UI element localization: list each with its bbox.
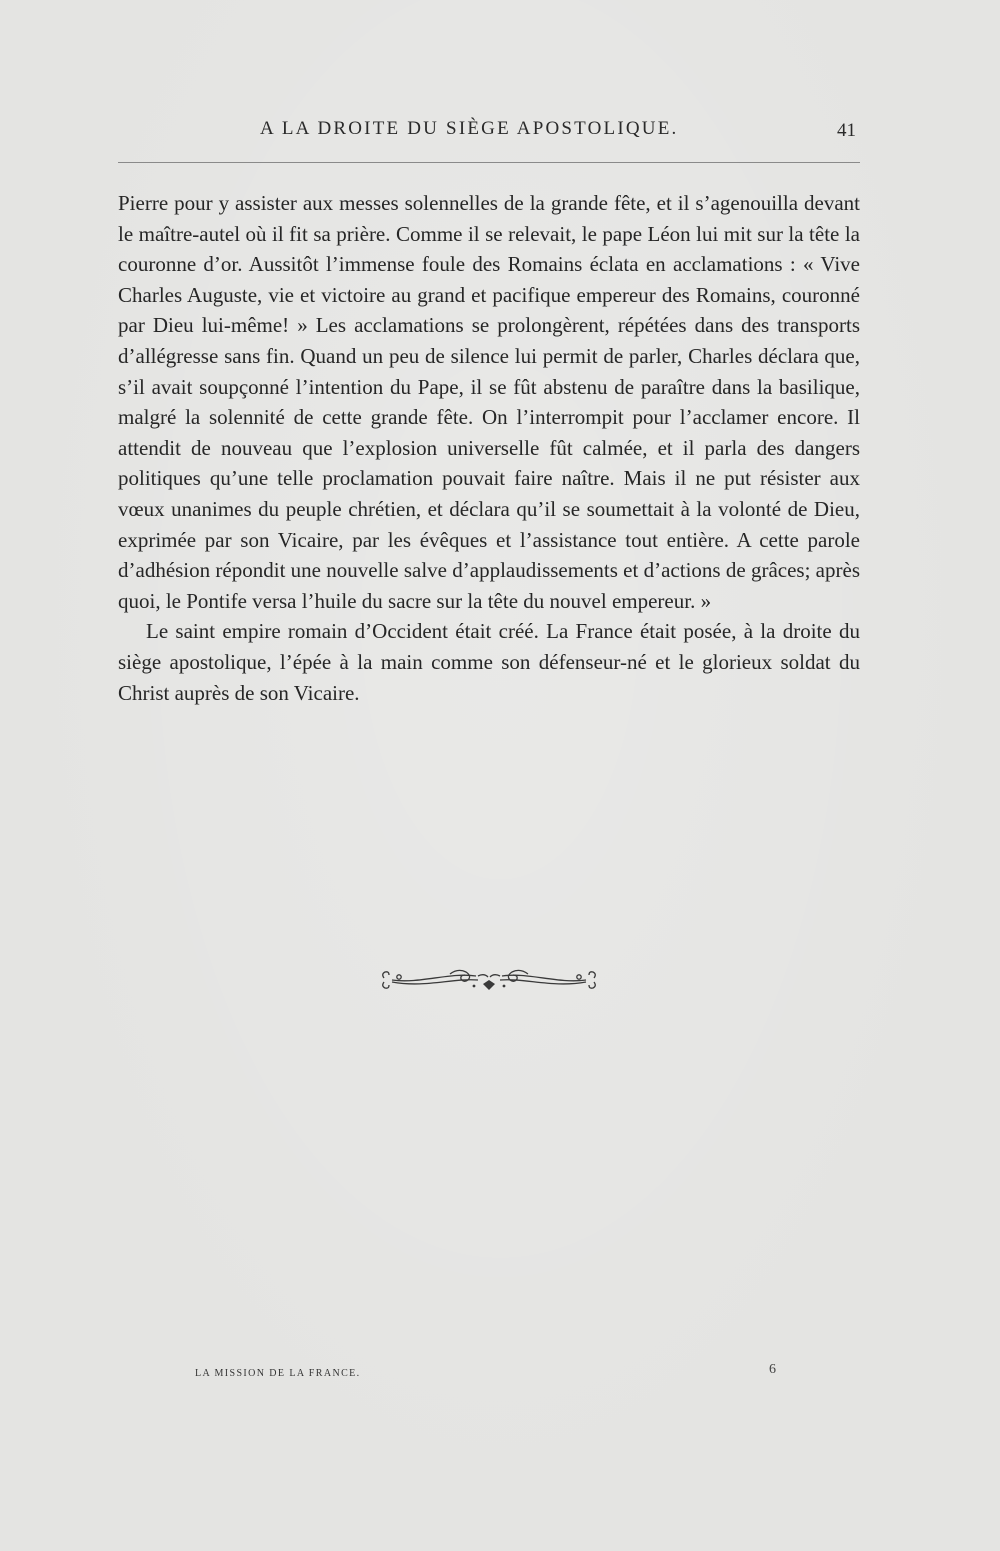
paragraph-continuation: Pierre pour y assister aux messes solennelles de la grande fête, et il s’agenouilla devant le maître-autel où il fit sa prière. Comme il se relevait, le pape Léon lui mit sur la tête la couronne d’or. Aussitôt l’immense foule des Romains éclata en acclamations : « Vive Charles Auguste, vie et victoire au grand et pacifique empereur des Romains, couronné par Dieu lui-même! » Les acclamations se prolongèrent, répétées dans des transports d’allégresse sans fin. Quand un peu de silence lui permit de parler, Charles déclara que, s’il avait soupçonné l’intention du Pape, il se fût abstenu de paraître dans la basilique, malgré la solennité de cette grande fête. On l’interrompit pour l’acclamer encore. Il attendit de nouveau que l’explosion universelle fût calmée, et il parla des dangers politiques qu’une telle proclamation pouvait faire naître. Mais il ne put résister aux vœux unanimes du peuple chrétien, et déclara qu’il se soumettait à la volonté de Dieu, exprimée par son Vicaire, par les évêques et l’assistance tout entière. A cette parole d’adhésion répondit une nouvelle salve d’applaudissements et d’actions de grâces; après quoi, le Pontife versa l’huile du sacre sur la tête du nouvel empereur. » bbox=[118, 191, 860, 613]
running-title: A LA DROITE DU SIÈGE APOSTOLIQUE. bbox=[260, 118, 679, 139]
paragraph-conclusion: Le saint empire romain d’Occident était créé. La France était posée, à la droite du siège apostolique, l’épée à la main comme son défenseur-né et le glorieux soldat du Christ auprès de son Vicaire. bbox=[118, 619, 860, 705]
signature-mark: 6 bbox=[769, 1362, 776, 1377]
scroll-ornament-icon bbox=[380, 966, 598, 994]
header-rule bbox=[118, 162, 860, 163]
running-head bbox=[118, 118, 860, 148]
footer-signature: LA MISSION DE LA FRANCE. bbox=[195, 1368, 361, 1379]
body-text bbox=[118, 188, 860, 708]
page-number: 41 bbox=[837, 120, 856, 141]
